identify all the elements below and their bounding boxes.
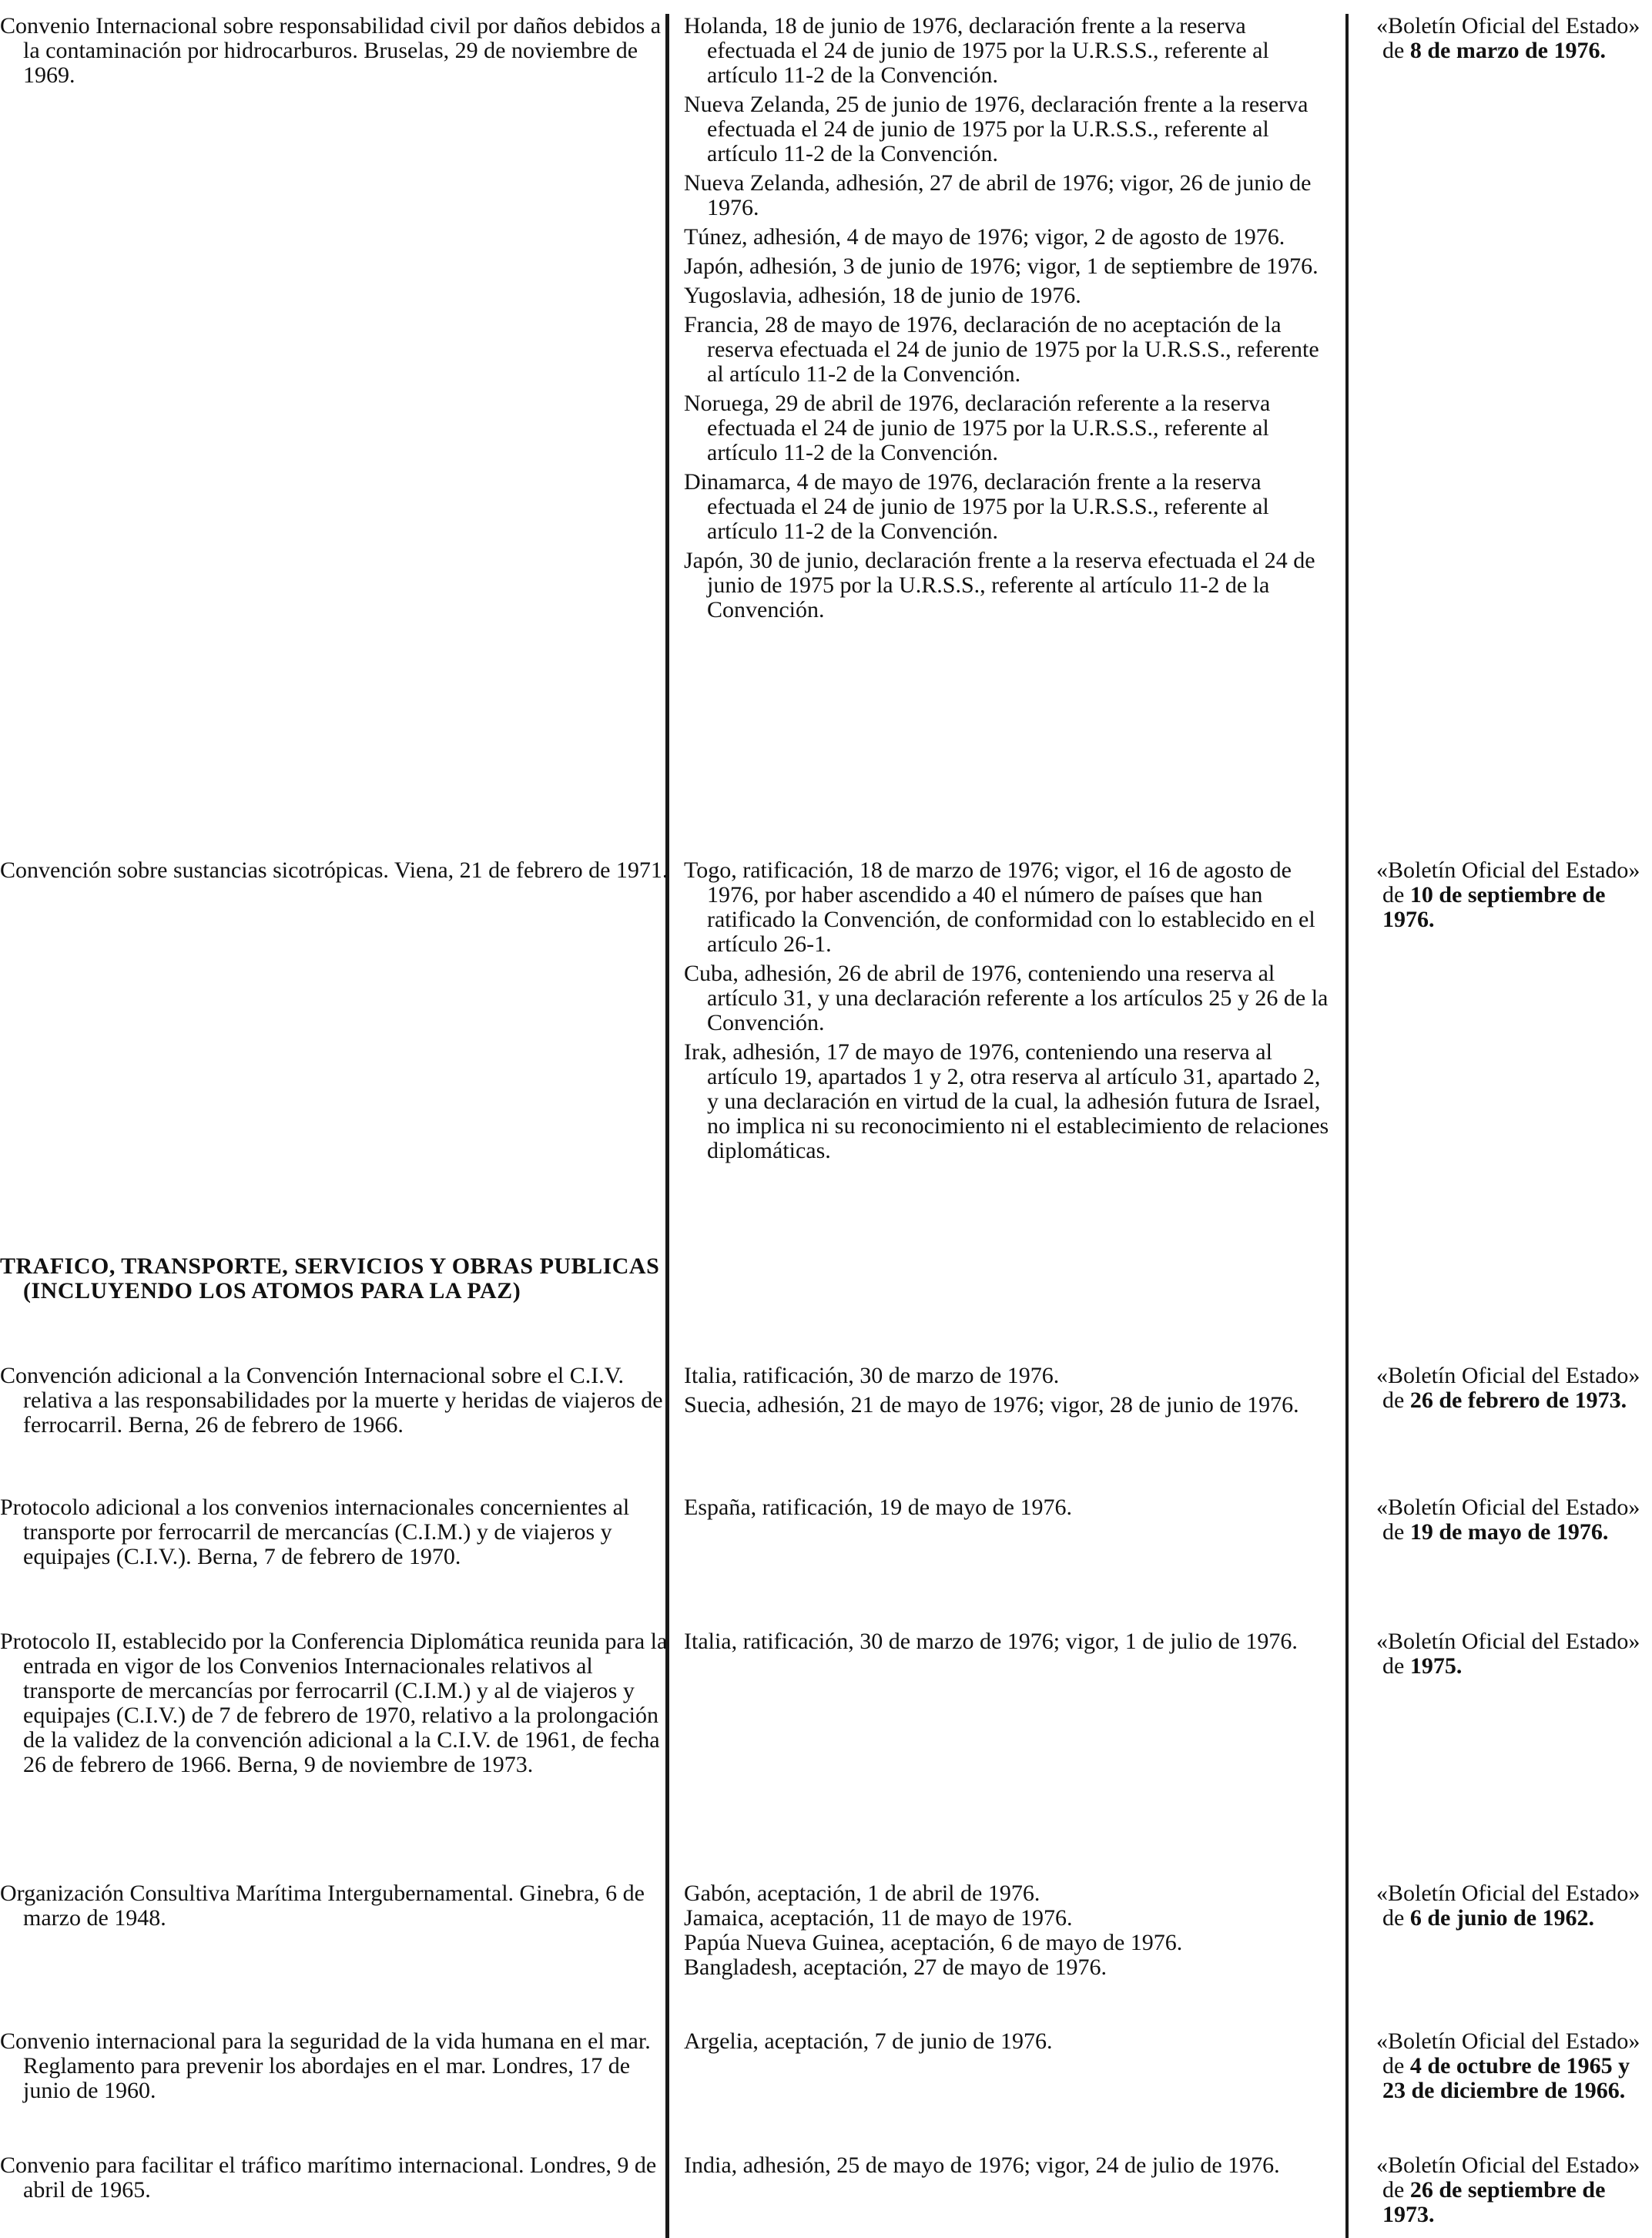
treaty-title: Convenio Internacional sobre responsabilidad civil por daños debidos a la contaminación por hidrocarburos. Bruselas, 29 de noviembre de 1969.: [0, 13, 662, 88]
action-entry: Japón, 30 de junio, declaración frente a la reserva efectuada el 24 de junio de 1975 por la U.R.S.S., referente al artículo 11-2 de la Convención.: [684, 548, 1315, 622]
section-heading: TRAFICO, TRANSPORTE, SERVICIOS Y OBRAS PUBLICAS (INCLUYENDO LOS ATOMOS PARA LA PAZ): [0, 1253, 660, 1304]
action-entry: Bangladesh, aceptación, 27 de mayo de 1976.: [684, 1954, 1107, 1980]
action-entry: Gabón, aceptación, 1 de abril de 1976.: [684, 1881, 1040, 1906]
action-entry: Italia, ratificación, 30 de marzo de 1976.: [684, 1363, 1060, 1388]
boe-date: 1975.: [1409, 1653, 1463, 1679]
treaty-actions: [684, 1881, 1335, 1980]
action-entry: India, adhesión, 25 de mayo de 1976; vigor, 24 de julio de 1976.: [684, 2152, 1280, 2178]
treaty-actions: [684, 2153, 1335, 2183]
treaty-actions: [684, 14, 1335, 627]
treaty-actions: [684, 858, 1335, 1168]
boe-reference: [1376, 13, 1652, 63]
action-entry: Argelia, aceptación, 7 de junio de 1976.: [684, 2028, 1053, 2054]
action-entry: Irak, adhesión, 17 de mayo de 1976, conteniendo una reserva al artículo 19, apartados 1 y 2, otra reserva al artículo 31, apartado 2, y una declaración en virtud de la cual, la adhesión futura de Israel, no implica ni su reconocimiento ni el establecimiento de relaciones diplomáticas.: [684, 1039, 1329, 1163]
action-entry: Noruega, 29 de abril de 1976, declaración referente a la reserva efectuada el 24 de junio de 1975 por la U.R.S.S., referente al artículo 11-2 de la Convención.: [684, 391, 1271, 465]
treaty-actions: [684, 1495, 1335, 1525]
treaty-actions: [684, 1629, 1335, 1659]
boe-reference: [1376, 1881, 1652, 1931]
action-entry: Italia, ratificación, 30 de marzo de 1976; vigor, 1 de julio de 1976.: [684, 1629, 1298, 1654]
boe-date: 4 de octubre de 1965 y 23 de diciembre de 1966.: [1382, 2053, 1630, 2103]
action-entry: Jamaica, aceptación, 11 de mayo de 1976.: [684, 1905, 1073, 1931]
treaty-title: Protocolo II, establecido por la Conferencia Diplomática reunida para la entrada en vigor de los Convenios Internacionales relativos al transporte de mercancías por ferrocarril (C.I.M.) y al de viajeros y equipajes (C.I.V.) de 7 de febrero de 1970, relativo a la prolongación de la validez de la convención adicional a la C.I.V. de 1961, de fecha 26 de febrero de 1966. Berna, 9 de noviembre de 1973.: [0, 1629, 668, 1777]
boe-prefix: «Boletín Oficial del Estado» de: [1376, 1495, 1640, 1545]
action-entry: Nueva Zelanda, 25 de junio de 1976, declaración frente a la reserva efectuada el 24 de junio de 1975 por la U.R.S.S., referente al artículo 11-2 de la Convención.: [684, 92, 1309, 166]
boe-prefix: «Boletín Oficial del Estado» de: [1376, 13, 1640, 63]
boe-date: 26 de febrero de 1973.: [1409, 1387, 1627, 1413]
boe-reference: [1376, 1363, 1652, 1413]
treaty-title: Convenio internacional para la seguridad de la vida humana en el mar. Reglamento para prevenir los abordajes en el mar. Londres, 17 de junio de 1960.: [0, 2028, 651, 2103]
treaty-title: Convención sobre sustancias sicotrópicas. Viena, 21 de febrero de 1971.: [0, 857, 669, 883]
boe-reference: [1376, 2028, 1652, 2103]
boe-prefix: «Boletín Oficial del Estado» de: [1376, 1629, 1640, 1679]
boe-reference: [1376, 2152, 1652, 2227]
boe-prefix: «Boletín Oficial del Estado» de: [1376, 1881, 1640, 1931]
boe-date: 8 de marzo de 1976.: [1409, 38, 1606, 63]
boe-prefix: «Boletín Oficial del Estado» de: [1376, 2028, 1640, 2079]
boe-reference: [1376, 1495, 1652, 1545]
boe-reference: [1376, 857, 1652, 932]
boe-prefix: «Boletín Oficial del Estado» de: [1376, 2152, 1640, 2203]
action-entry: Holanda, 18 de junio de 1976, declaración frente a la reserva efectuada el 24 de junio de 1975 por la U.R.S.S., referente al artículo 11-2 de la Convención.: [684, 13, 1269, 88]
treaty-title: Convenio para facilitar el tráfico marítimo internacional. Londres, 9 de abril de 1965.: [0, 2152, 657, 2203]
treaty-title: Protocolo adicional a los convenios internacionales concernientes al transporte por ferrocarril de mercancías (C.I.M.) y de viajeros y equipajes (C.I.V.). Berna, 7 de febrero de 1970.: [0, 1495, 630, 1569]
boe-date: 19 de mayo de 1976.: [1409, 1519, 1609, 1545]
column-divider-right: [1345, 14, 1349, 2238]
boe-date: 6 de junio de 1962.: [1409, 1905, 1595, 1931]
action-entry: Yugoslavia, adhesión, 18 de junio de 1976.: [684, 283, 1081, 308]
boe-prefix: «Boletín Oficial del Estado» de: [1376, 857, 1640, 908]
action-entry: Togo, ratificación, 18 de marzo de 1976; vigor, el 16 de agosto de 1976, por haber ascendido a 40 el número de países que han ratificado la Convención, de conformidad con lo establecido en el artículo 26-1.: [684, 857, 1315, 957]
action-entry: Túnez, adhesión, 4 de mayo de 1976; vigor, 2 de agosto de 1976.: [684, 224, 1285, 250]
action-entry: Francia, 28 de mayo de 1976, declaración de no aceptación de la reserva efectuada el 24 de junio de 1975 por la U.R.S.S., referente al artículo 11-2 de la Convención.: [684, 312, 1319, 387]
boe-date: 10 de septiembre de 1976.: [1382, 882, 1606, 932]
treaty-title: Organización Consultiva Marítima Intergubernamental. Ginebra, 6 de marzo de 1948.: [0, 1881, 645, 1931]
action-entry: España, ratificación, 19 de mayo de 1976.: [684, 1495, 1072, 1520]
action-entry: Cuba, adhesión, 26 de abril de 1976, conteniendo una reserva al artículo 31, y una declaración referente a los artículos 25 y 26 de la Convención.: [684, 961, 1329, 1035]
action-entry: Suecia, adhesión, 21 de mayo de 1976; vigor, 28 de junio de 1976.: [684, 1392, 1299, 1418]
treaty-actions: [684, 2029, 1335, 2058]
boe-date: 26 de septiembre de 1973.: [1382, 2177, 1606, 2227]
treaty-actions: [684, 1364, 1335, 1422]
boe-prefix: «Boletín Oficial del Estado» de: [1376, 1363, 1640, 1413]
action-entry: Nueva Zelanda, adhesión, 27 de abril de 1976; vigor, 26 de junio de 1976.: [684, 170, 1312, 220]
action-entry: Japón, adhesión, 3 de junio de 1976; vigor, 1 de septiembre de 1976.: [684, 253, 1319, 279]
action-entry: Papúa Nueva Guinea, aceptación, 6 de mayo de 1976.: [684, 1930, 1183, 1955]
action-entry: Dinamarca, 4 de mayo de 1976, declaración frente a la reserva efectuada el 24 de junio de 1975 por la U.R.S.S., referente al artículo 11-2 de la Convención.: [684, 469, 1269, 544]
boe-reference: [1376, 1629, 1652, 1679]
treaty-title: Convención adicional a la Convención Internacional sobre el C.I.V. relativa a las responsabilidades por la muerte y heridas de viajeros de ferrocarril. Berna, 26 de febrero de 1966.: [0, 1363, 663, 1438]
